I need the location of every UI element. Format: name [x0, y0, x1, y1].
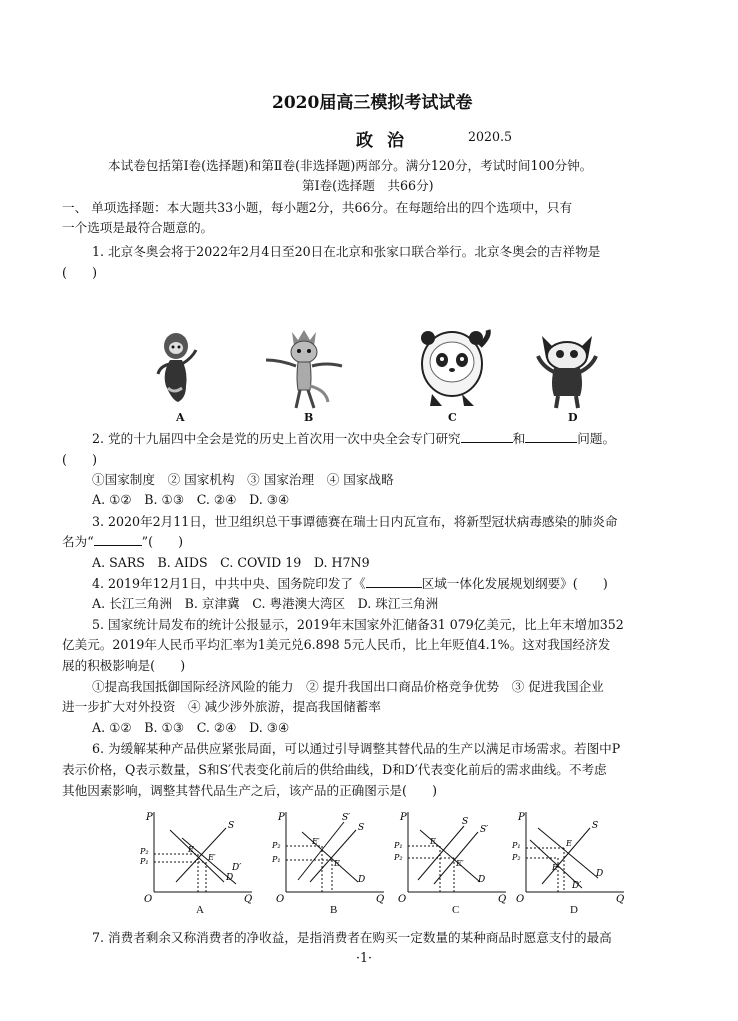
section1-line1: 一、 单项选择题：本大题共33小题，每小题2分，共66分。在每题给出的四个选项中，只有: [62, 200, 573, 215]
q4-stem-a: 4. 2019年12月1日，中共中央、国务院印发了《: [92, 576, 366, 591]
label-shifted: D′: [232, 863, 242, 873]
q2-stem-a: 2. 党的十九届四中全会是党的历史上首次用一次中央全会专门研究: [92, 431, 461, 446]
label-e: E: [188, 845, 194, 854]
origin-label: O: [276, 894, 285, 904]
label-p1: P₁: [140, 857, 149, 866]
page-number: ·1·: [356, 950, 373, 965]
q3-line2-b: ”( ): [141, 534, 184, 549]
q2-stem: [92, 431, 615, 447]
mascot-a-label: A: [176, 411, 185, 424]
q4-blank: [366, 576, 422, 588]
mascot-d-illustration: [532, 326, 602, 410]
q6-graph-b: [272, 808, 388, 904]
mascot-a-illustration: [152, 328, 204, 408]
subject-title: 政治: [356, 131, 418, 151]
q3-line2-a: 名为“: [62, 534, 94, 549]
label-p2: P₂: [140, 847, 149, 856]
q5-line3: 展的积极影响是( ): [62, 658, 186, 673]
q2-stem-b: 和: [512, 431, 526, 446]
q2-items: ①国家制度 ② 国家机构 ③ 国家治理 ④ 国家战略: [92, 472, 394, 487]
q5-items2: 进一步扩大对外投资 ④ 减少涉外旅游，提高我国储蓄率: [62, 699, 381, 714]
q3-blank: [94, 534, 142, 546]
q6-graph-d: [512, 808, 628, 904]
q2-blank-2: [525, 431, 577, 443]
q6-graph-d-label: D: [570, 904, 578, 916]
label-e-prime: E′: [208, 853, 216, 862]
mascot-b-label: B: [304, 411, 314, 424]
label-d: D: [478, 875, 486, 885]
mascot-d-label: D: [568, 411, 578, 424]
label-shifted: S′: [342, 813, 351, 823]
q5-line1: 5. 国家统计局发布的统计公报显示，2019年末国家外汇储备31 079亿美元，比上年末增加352: [92, 617, 624, 632]
section1-line2: 一个选项是最符合题意的。: [62, 220, 214, 235]
axis-q-label: Q: [616, 894, 625, 904]
q2-blank-1: [461, 431, 513, 443]
axis-p-label: P: [518, 812, 525, 823]
label-e: E: [334, 859, 340, 868]
q4-choices: A. 长江三角洲 B. 京津冀 C. 粤港澳大湾区 D. 珠江三角洲: [92, 596, 439, 611]
axis-p-label: P: [278, 812, 285, 823]
axis-p-label: P: [146, 812, 153, 823]
q6-graph-b-label: B: [330, 904, 338, 916]
label-e-prime: E′: [552, 863, 560, 872]
label-e-prime: E′: [456, 859, 464, 868]
q6-graph-c-label: C: [452, 904, 460, 916]
mascot-c-label: C: [448, 411, 457, 424]
axis-q-label: Q: [244, 894, 253, 904]
label-p1: P₁: [394, 841, 403, 850]
q6-line3: 其他因素影响，调整其替代品生产之后，该产品的正确图示是( ): [62, 783, 438, 798]
q6-graph-c: [394, 808, 510, 904]
q3-line2: [62, 534, 183, 550]
q2-choices: A. ①② B. ①③ C. ②④ D. ③④: [92, 492, 290, 507]
label-e-prime: E′: [312, 837, 320, 846]
origin-label: O: [398, 894, 407, 904]
label-s: S: [462, 817, 469, 827]
label-e: E: [566, 839, 572, 848]
axis-q-label: Q: [498, 894, 507, 904]
label-d: D: [226, 873, 234, 883]
exam-title: 2020届高三模拟考试试卷: [272, 93, 473, 113]
q6-graph-a: [140, 808, 256, 904]
q1-line1: 1. 北京冬奥会将于2022年2月4日至20日在北京和张家口联合举行。北京冬奥会的吉祥物是: [92, 244, 601, 259]
q1-line2: ( ): [62, 265, 98, 280]
label-s: S: [592, 821, 599, 831]
label-e: E: [430, 837, 436, 846]
label-p2: P₂: [512, 853, 521, 862]
q5-choices: A. ①② B. ①③ C. ②④ D. ③④: [92, 720, 290, 735]
q6-line1: 6. 为缓解某种产品供应紧张局面，可以通过引导调整其替代品的生产以满足市场需求。若图中P: [92, 741, 621, 756]
part1-title: 第Ⅰ卷(选择题 共66分): [302, 178, 434, 193]
supply-curve: [176, 828, 226, 882]
label-shifted: D′: [572, 881, 582, 891]
label-s: S: [228, 821, 235, 831]
label-shifted: S′: [480, 825, 489, 835]
q3-line1: 3. 2020年2月11日，世卫组织总干事谭德赛在瑞士日内瓦宣布，将新型冠状病毒感染的肺炎命: [92, 514, 618, 529]
instructions: 本试卷包括第Ⅰ卷(选择题)和第Ⅱ卷(非选择题)两部分。满分120分，考试时间100分钟。: [108, 158, 593, 173]
q3-choices: A. SARS B. AIDS C. COVID 19 D. H7N9: [92, 555, 370, 570]
label-p1: P₁: [512, 841, 521, 850]
q7-line1: 7. 消费者剩余又称消费者的净收益，是指消费者在购买一定数量的某种商品时愿意支付的最高: [92, 930, 612, 945]
axis-p-label: P: [400, 812, 407, 823]
q2-line2: ( ): [62, 452, 98, 467]
label-p2: P₂: [394, 853, 403, 862]
exam-date: 2020.5: [468, 129, 513, 144]
label-d: D: [596, 869, 604, 879]
q6-graph-a-label: A: [196, 904, 204, 916]
label-s: S: [358, 823, 365, 833]
demand-curve: [170, 830, 224, 882]
label-p2: P₂: [272, 841, 281, 850]
q5-items1: ①提高我国抵御国际经济风险的能力 ② 提升我国出口商品价格竞争优势 ③ 促进我国企业: [92, 679, 604, 694]
label-p1: P₁: [272, 855, 281, 864]
axis-q-label: Q: [376, 894, 385, 904]
mascot-c-illustration: [416, 326, 494, 410]
origin-label: O: [144, 894, 153, 904]
origin-label: O: [516, 894, 525, 904]
mascot-b-illustration: [262, 326, 346, 410]
q5-line2: 亿美元。2019年人民币平均汇率为1美元兑6.898 5元人民币，比上年贬值4.1%。这对我国经济发: [62, 637, 611, 652]
q4-stem-b: 区域一体化发展规划纲要》( ): [421, 576, 608, 591]
q4-stem: [92, 576, 608, 592]
label-d: D: [358, 875, 366, 885]
q6-line2: 表示价格，Q表示数量，S和S′代表变化前后的供给曲线，D和D′代表变化前后的需求曲线。不考虑: [62, 762, 607, 777]
q2-stem-c: 问题。: [577, 431, 616, 446]
